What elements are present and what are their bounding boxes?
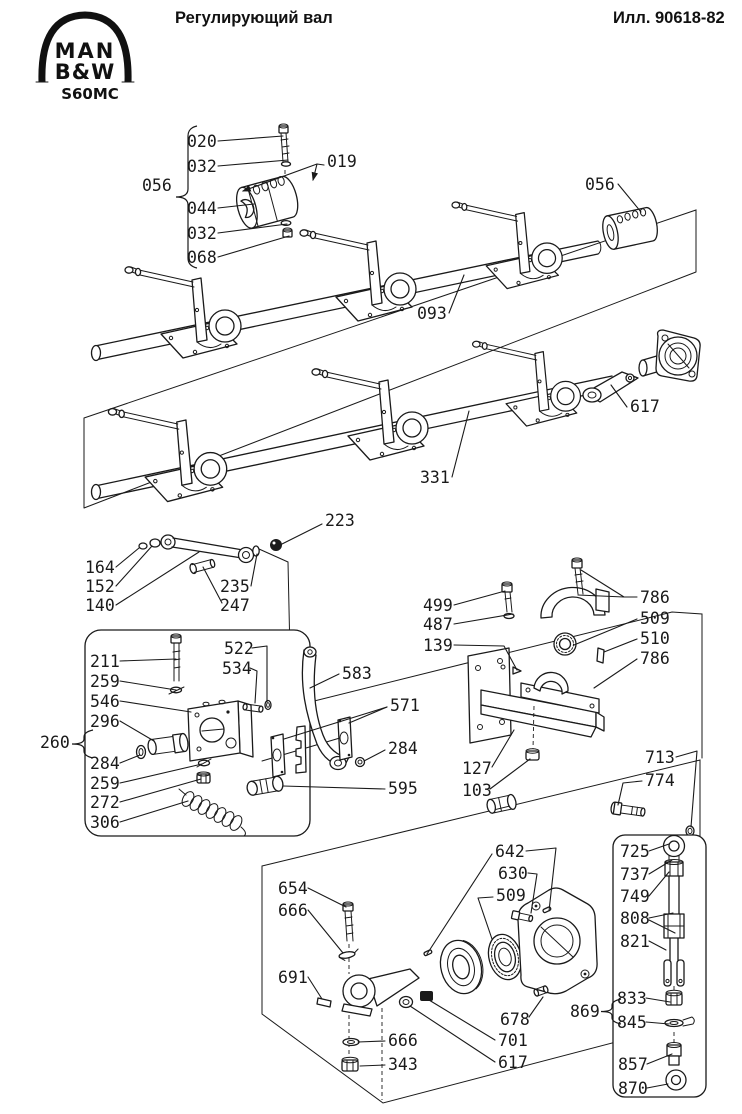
part-number: 510 — [640, 629, 670, 648]
thrust-collar — [435, 935, 489, 998]
callout-019 — [243, 152, 357, 191]
leader-line — [308, 888, 346, 907]
part-number: 786 — [640, 649, 670, 668]
stud-654 — [343, 902, 353, 941]
ball-highlight — [273, 542, 276, 545]
washer-522 — [265, 701, 271, 710]
part-number: 617 — [498, 1053, 528, 1072]
pin-164 — [139, 543, 147, 549]
part-number: 032 — [187, 224, 217, 243]
callout-499 — [423, 591, 505, 615]
part-number: 247 — [220, 596, 250, 615]
part-number: 691 — [278, 968, 308, 987]
leader-line — [360, 1065, 385, 1066]
part-number: 870 — [618, 1079, 648, 1098]
part-number: 211 — [90, 652, 120, 671]
part-number: 093 — [417, 304, 447, 323]
part-number: 296 — [90, 712, 120, 731]
bearing-cap-786 — [541, 587, 609, 618]
leader-line — [618, 184, 641, 212]
leader-line — [449, 275, 464, 313]
callout-666a — [278, 901, 343, 953]
part-number: 821 — [620, 932, 650, 951]
part-number: 642 — [495, 842, 525, 861]
part-number: 666 — [278, 901, 308, 920]
part-number: 272 — [90, 793, 120, 812]
manbw-logo — [36, 15, 134, 103]
leader-line — [676, 751, 697, 827]
ring-284-left — [137, 746, 146, 759]
bearing-ring-509-small — [554, 633, 576, 655]
part-number: 509 — [496, 886, 526, 905]
leader-line — [218, 236, 289, 257]
part-number: 737 — [620, 865, 650, 884]
part-number: 595 — [388, 779, 418, 798]
part-number: 020 — [187, 132, 217, 151]
part-number: 857 — [618, 1055, 648, 1074]
nut-833 — [666, 990, 682, 1005]
part-number: 509 — [640, 609, 670, 628]
leader-line — [490, 759, 530, 789]
leader-line — [116, 552, 199, 605]
nut-272 — [197, 772, 210, 783]
leader-line — [280, 524, 322, 545]
coupling-sleeve-installed — [600, 206, 660, 250]
ring-284-right — [356, 758, 365, 767]
leader-line — [429, 1000, 495, 1040]
flange-bearing-housing — [656, 330, 700, 381]
part-number: 127 — [462, 759, 492, 778]
part-number: 056 — [142, 176, 172, 195]
part-number: 808 — [620, 909, 650, 928]
callout-260 — [40, 733, 70, 752]
upper-regulating-shaft — [92, 202, 660, 361]
page-header — [36, 9, 725, 103]
connecting-rod-140 — [161, 535, 254, 563]
coupler-808 — [664, 914, 684, 938]
key-510 — [597, 648, 604, 663]
leader-line — [478, 897, 493, 939]
guide-plate-571-right — [338, 717, 352, 760]
part-number: 630 — [498, 864, 528, 883]
callout-343 — [360, 1055, 418, 1074]
leader-line — [427, 854, 492, 954]
part-number: 152 — [85, 577, 115, 596]
bolt-499 — [502, 582, 512, 612]
part-number: 713 — [645, 748, 675, 767]
part-number: 235 — [220, 577, 250, 596]
leader-line — [604, 639, 637, 652]
leader-line — [218, 160, 288, 166]
callout-678 — [500, 997, 543, 1029]
part-number: 140 — [85, 596, 115, 615]
part-number: 019 — [327, 152, 357, 171]
callout-032a — [187, 157, 288, 176]
leader-line — [529, 997, 543, 1017]
part-number: 260 — [40, 733, 70, 752]
part-number: 617 — [630, 397, 660, 416]
callout-093 — [417, 275, 464, 323]
leader-line — [349, 707, 387, 723]
part-number: 259 — [90, 774, 120, 793]
part-number: 666 — [388, 1031, 418, 1050]
bolt-774 — [610, 802, 645, 819]
callout-056L — [142, 176, 172, 195]
callout-786b — [594, 649, 670, 688]
part-number: 164 — [85, 558, 115, 577]
callout-691 — [278, 968, 322, 999]
callout-032b — [187, 224, 287, 243]
callout-284b — [364, 739, 418, 761]
callout-487 — [423, 614, 513, 634]
part-number: 725 — [620, 842, 650, 861]
leader-line — [618, 781, 642, 805]
part-number: 546 — [90, 692, 120, 711]
part-number: 044 — [187, 199, 217, 218]
part-number: 103 — [462, 781, 492, 800]
coupling-exploded-group — [233, 124, 302, 237]
part-number: 487 — [423, 615, 453, 634]
part-number: 522 — [224, 639, 254, 658]
key-691 — [317, 998, 331, 1007]
engine-model: S60MC — [61, 85, 119, 103]
washer-235 — [253, 546, 259, 556]
logo-text-bw: B&W — [54, 60, 116, 84]
part-number: 774 — [645, 771, 675, 790]
leader-line — [308, 977, 322, 999]
part-number: 534 — [222, 659, 252, 678]
nut-068 — [283, 228, 292, 237]
leader-line — [218, 136, 283, 141]
bell-crank-617 — [342, 969, 419, 1016]
nut-343 — [342, 1057, 358, 1071]
callout-056R — [585, 175, 641, 212]
page-title: Регулирующий вал — [175, 9, 333, 27]
leader-line — [308, 910, 343, 953]
washer-666-lower — [343, 1039, 359, 1046]
part-number: 499 — [423, 596, 453, 615]
washer-032-upper — [282, 162, 291, 166]
leader-line — [574, 619, 637, 645]
part-number: 845 — [617, 1013, 647, 1032]
leader-line — [358, 1041, 385, 1042]
illustration-number: Илл. 90618-82 — [613, 9, 725, 27]
part-number: 068 — [187, 248, 217, 267]
part-number: 571 — [390, 696, 420, 715]
leader-line — [313, 164, 317, 180]
part-number: 583 — [342, 664, 372, 683]
callout-666b — [358, 1031, 418, 1050]
part-number: 139 — [423, 636, 453, 655]
bearing-housing-flange — [518, 888, 597, 994]
part-number: 306 — [90, 813, 120, 832]
part-number: 869 — [570, 1002, 600, 1021]
part-number: 343 — [388, 1055, 418, 1074]
part-number: 032 — [187, 157, 217, 176]
upper-panel-outline — [84, 210, 696, 508]
part-number: 749 — [620, 887, 650, 906]
part-number: 284 — [90, 754, 120, 773]
part-number: 786 — [640, 588, 670, 607]
collar-857 — [667, 1043, 681, 1057]
logo-text-man: MAN — [54, 39, 116, 63]
callout-223 — [280, 511, 355, 545]
callout-869 — [570, 1002, 600, 1021]
part-number: 654 — [278, 879, 308, 898]
part-number: 284 — [388, 739, 418, 758]
part-number: 701 — [498, 1031, 528, 1050]
callout-164 — [85, 548, 139, 577]
support-bracket-assembly — [468, 558, 609, 760]
bell-crank-assembly — [317, 888, 597, 1100]
bolt-020 — [279, 124, 289, 162]
part-number: 223 — [325, 511, 355, 530]
part-number: 056 — [585, 175, 615, 194]
guide-plate-571-left — [271, 734, 285, 777]
leader-line — [364, 750, 385, 761]
bolt-247 — [189, 558, 216, 574]
part-number: 833 — [617, 989, 647, 1008]
callout-020 — [187, 132, 283, 151]
leader-line — [594, 659, 637, 688]
part-number: 678 — [500, 1010, 530, 1029]
plug-103 — [526, 749, 539, 760]
callout-774 — [618, 771, 675, 805]
part-number: 259 — [90, 672, 120, 691]
part-number: 331 — [420, 468, 450, 487]
leader-line — [454, 591, 505, 605]
leader-line — [454, 614, 513, 624]
nut-701 — [420, 991, 433, 1001]
callout-583 — [310, 664, 372, 688]
